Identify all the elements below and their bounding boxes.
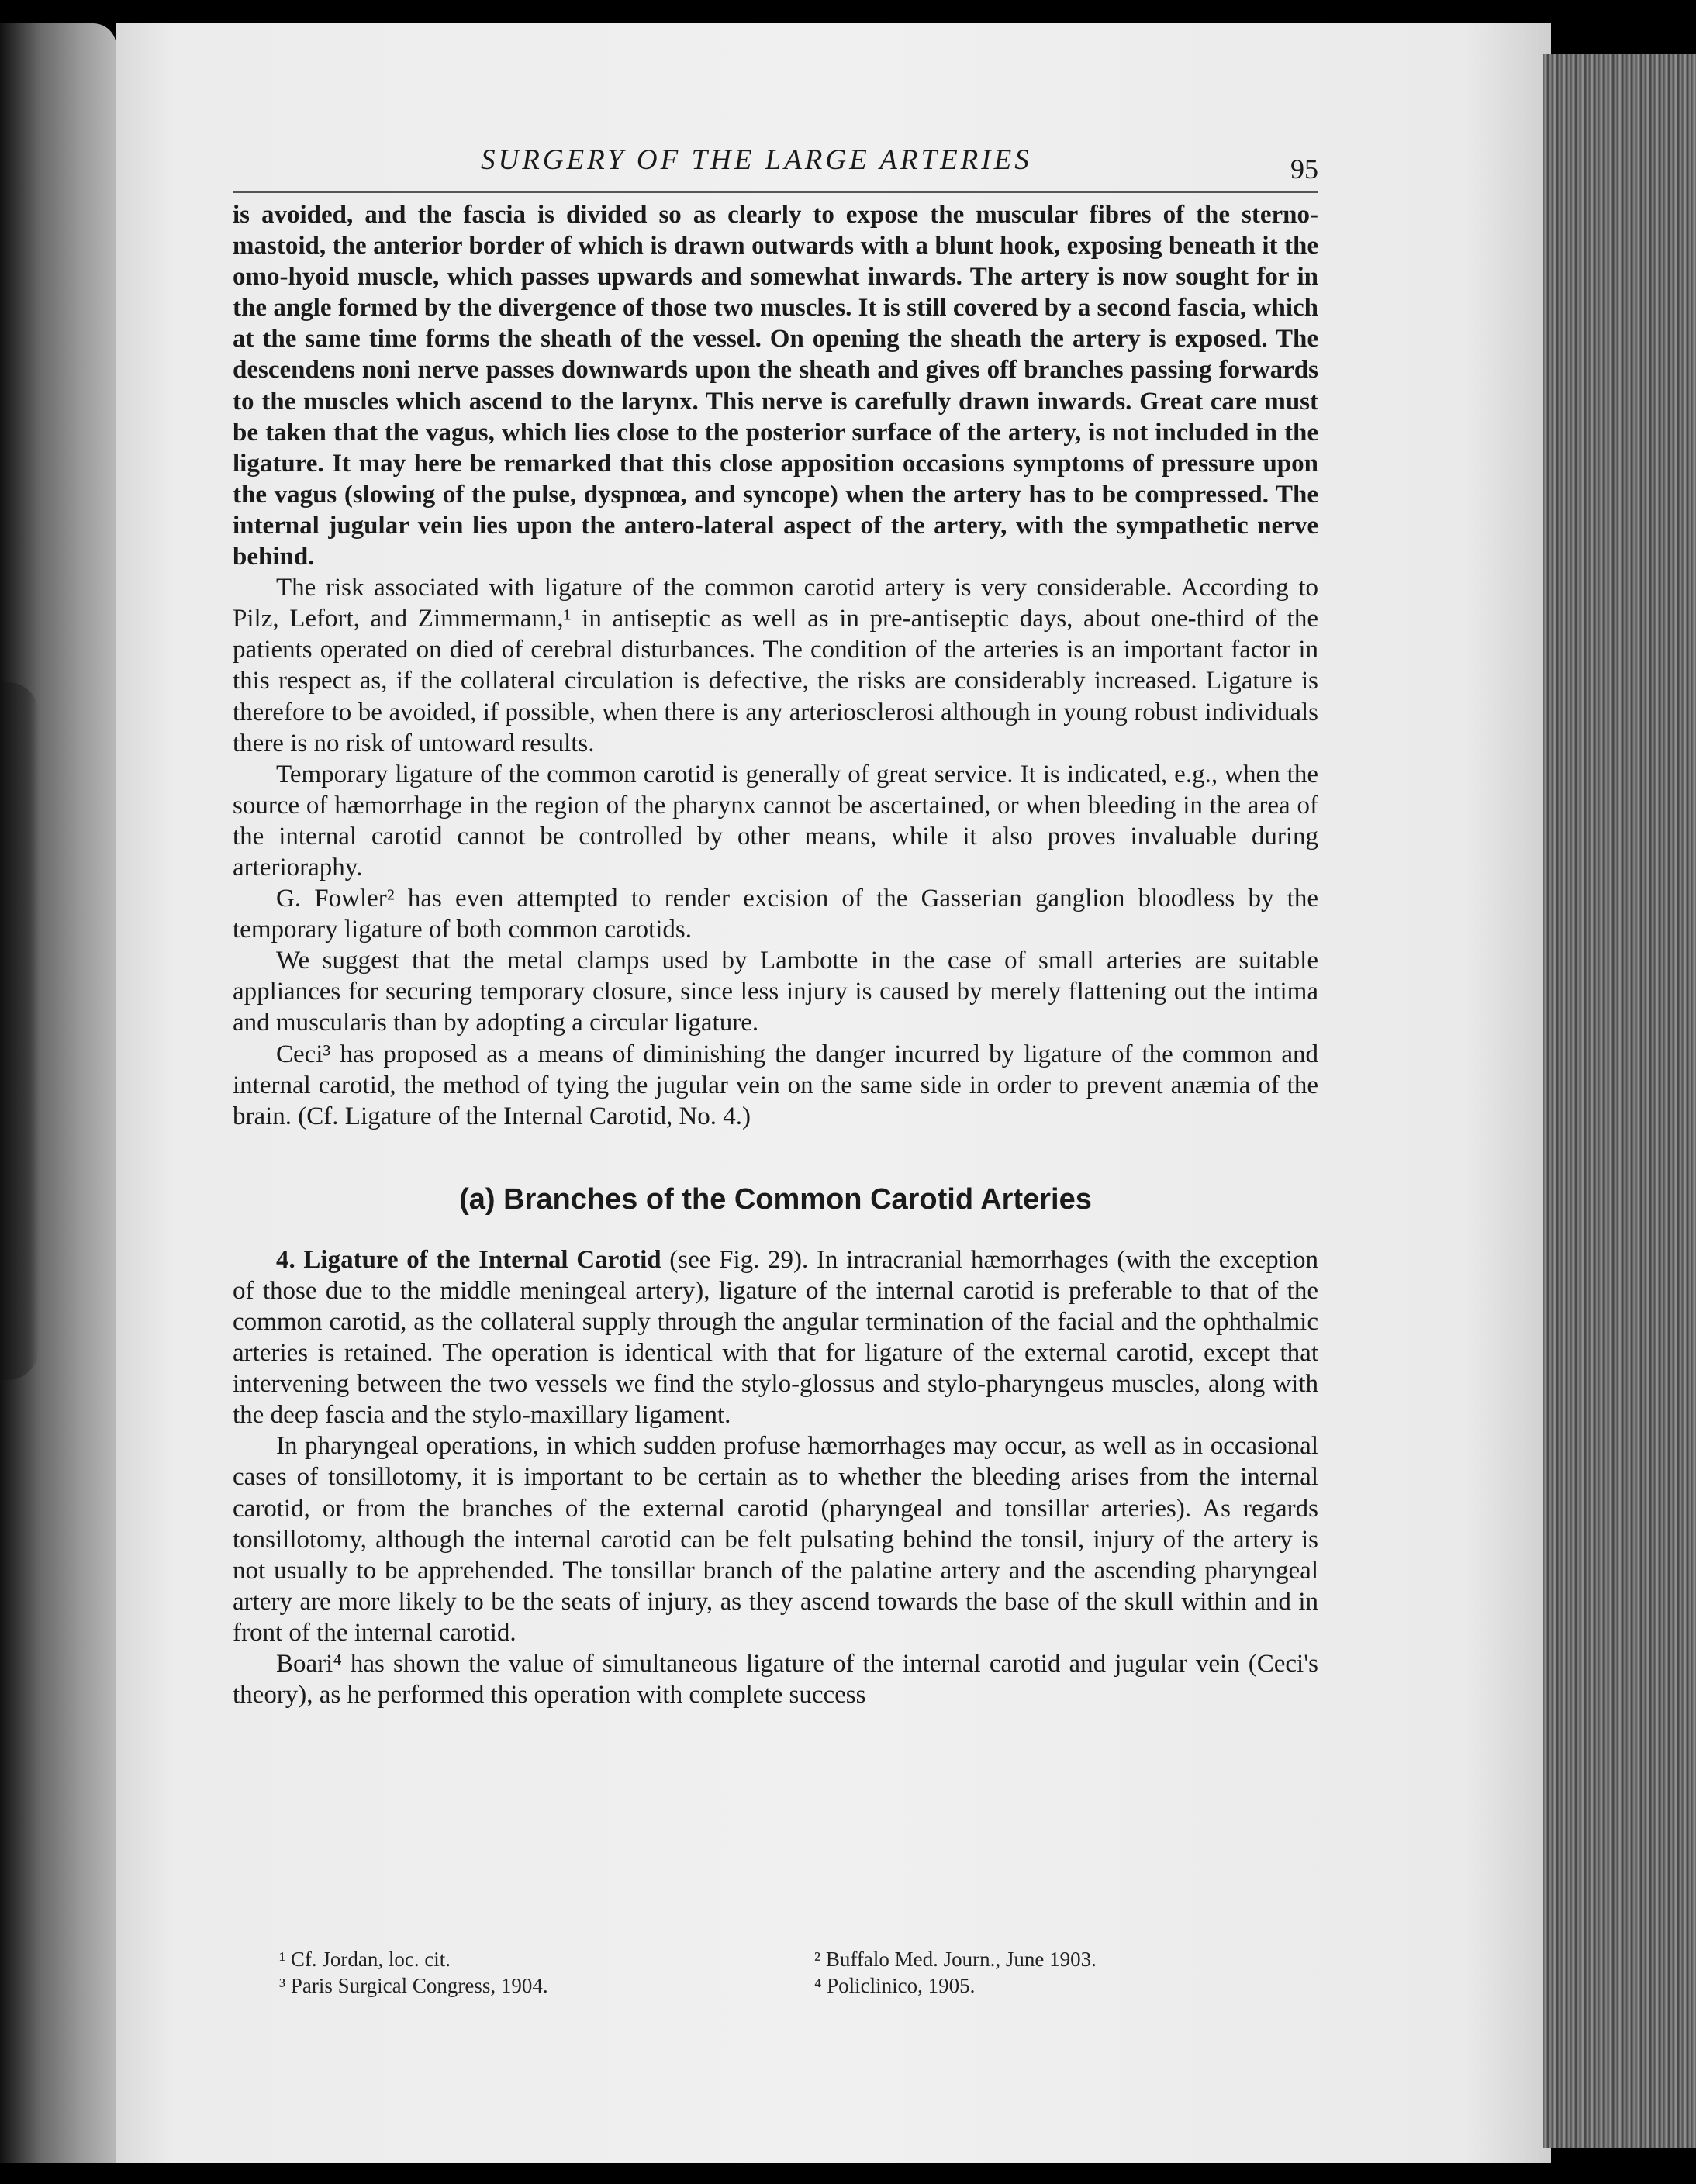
footnote-1: ¹ Cf. Jordan, loc. cit.	[279, 1948, 451, 1971]
paragraph-3: Temporary ligature of the common carotid is generally of great service. It is indicated, e.g., when the source of hæmorrhage in the region of the pharynx cannot be ascertained, or when bleeding in the area of the internal carotid cannot be controlled by other means, while it also proves invaluable during arterioraphy.	[233, 760, 1318, 882]
paragraph-2: The risk associated with ligature of the common carotid artery is very considerable. According to Pilz, Lefort, and Zimmermann,¹ in antiseptic as well as in pre-antiseptic days, about one-third of the patients operated on died of cerebral disturbances. The condition of the arteries is an important factor in this respect as, if the collateral circulation is defective, the risks are considerably increased. Ligature is therefore to be avoided, if possible, when there is any arteriosclerosi although in young robust individuals there is no risk of untoward results.	[233, 574, 1318, 757]
facing-page-edge	[0, 23, 116, 2163]
running-title: SURGERY OF THE LARGE ARTERIES	[481, 144, 1032, 176]
page-content	[233, 143, 1318, 1710]
paragraph-8: In pharyngeal operations, in which sudden profuse hæmorrhages may occur, as well as in occasional cases of tonsillotomy, it is important to be certain as to whether the bleeding arises from the internal carotid, or from the branches of the external carotid (pharyngeal and tonsillar arteries). As regards tonsillotomy, although the internal carotid can be felt pulsating behind the tonsil, injury of the artery is not usually to be apprehended. The tonsillar branch of the palatine artery and the ascending pharyngeal artery are more likely to be the seats of injury, as they ascend towards the base of the skull within and in front of the internal carotid.	[233, 1432, 1318, 1647]
paragraph-6: Ceci³ has proposed as a means of diminishing the danger incurred by ligature of the common and internal carotid, the method of tying the jugular vein on the same side in order to prevent anæmia of the brain. (Cf. Ligature of the Internal Carotid, No. 4.)	[233, 1040, 1318, 1130]
paragraph-7-text: (see Fig. 29). In intracranial hæmorrhages (with the exception of those due to the middle meningeal artery), ligature of the internal carotid is preferable to that of the common carotid, as the collateral supply through the angular termination of the facial and the ophthalmic arteries is retained. The operation is identical with that for ligature of the external carotid, except that intervening between the two vessels we find the stylo-glossus and stylo-pharyngeus muscles, along with the deep fascia and the stylo-maxillary ligament.	[233, 1245, 1318, 1430]
footnote-2: ² Buffalo Med. Journ., June 1903.	[814, 1948, 1097, 1971]
footnote-4: ⁴ Policlinico, 1905.	[814, 1974, 976, 1997]
page-number: 95	[1290, 154, 1318, 185]
paragraph-9: Boari⁴ has shown the value of simultaneous ligature of the internal carotid and jugular vein (Ceci's theory), as he performed this operation with complete success	[233, 1650, 1318, 1710]
paragraph-5: We suggest that the metal clamps used by Lambotte in the case of small arteries are suitable appliances for securing temporary closure, since less injury is caused by merely flattening out the intima and muscularis than by adopting a circular ligature.	[233, 947, 1318, 1037]
footnote-3: ³ Paris Surgical Congress, 1904.	[279, 1974, 548, 1997]
footnotes	[279, 1946, 1210, 1999]
page-stack-edges	[1543, 54, 1696, 2148]
section-heading: (a) Branches of the Common Carotid Arteries	[459, 1182, 1092, 1216]
binding-shadow	[0, 682, 39, 1380]
paragraph-7	[233, 1244, 1318, 1431]
paragraph-4: G. Fowler² has even attempted to render excision of the Gasserian ganglion bloodless by the temporary ligature of both common carotids.	[233, 885, 1318, 944]
running-head	[233, 143, 1318, 193]
paragraph-1: is avoided, and the fascia is divided so as clearly to expose the muscular fibres of the sterno-mastoid, the anterior border of which is drawn outwards with a blunt hook, exposing beneath it the omo-hyoid muscle, which passes upwards and somewhat inwards. The artery is now sought for in the angle formed by the divergence of those two muscles. It is still covered by a second fascia, which at the same time forms the sheath of the vessel. On opening the sheath the artery is exposed. The descendens noni nerve passes downwards upon the sheath and gives off branches passing forwards to the muscles which ascend to the larynx. This nerve is carefully drawn inwards. Great care must be taken that the vagus, which lies close to the posterior surface of the artery, is not included in the ligature. It may here be remarked that this close apposition occasions symptoms of pressure upon the vagus (slowing of the pulse, dyspnœa, and syncope) when the artery has to be compressed. The internal jugular vein lies upon the antero-lateral aspect of the artery, with the sympathetic nerve behind.	[233, 201, 1318, 571]
subsection-heading: 4. Ligature of the Internal Carotid	[276, 1245, 661, 1274]
